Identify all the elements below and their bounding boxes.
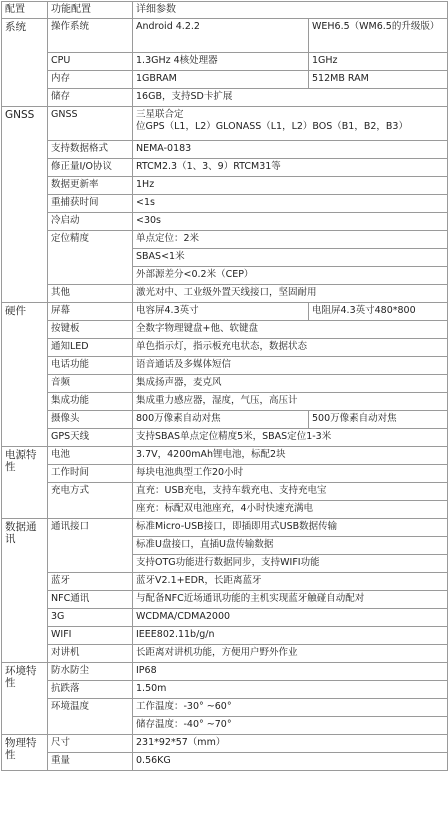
- detail-value: <30s: [133, 213, 448, 231]
- feature-name: 工作时间: [48, 465, 133, 483]
- feature-name: 重量: [48, 753, 133, 771]
- category-cell: 数据通讯: [2, 519, 48, 663]
- detail-value-alt: 电阻屏4.3英寸480*800: [309, 303, 448, 321]
- feature-name: 对讲机: [48, 645, 133, 663]
- detail-value: 全数字物理键盘+他、软键盘: [133, 321, 448, 339]
- feature-name: 修正量I/O协议: [48, 159, 133, 177]
- detail-value: 支持OTG功能进行数据同步，支持WIFI功能: [133, 555, 448, 573]
- detail-value: WCDMA/CDMA2000: [133, 609, 448, 627]
- feature-name: 音频: [48, 375, 133, 393]
- detail-value: 231*92*57（mm）: [133, 735, 448, 753]
- detail-value: 激光对中、工业级外置天线接口，坚固耐用: [133, 285, 448, 303]
- table-row: [2, 339, 448, 357]
- detail-value: 单色指示灯，指示板充电状态，数据状态: [133, 339, 448, 357]
- header-row: [2, 2, 448, 19]
- feature-name: 其他: [48, 285, 133, 303]
- feature-name: GPS天线: [48, 429, 133, 447]
- table-row: [2, 735, 448, 753]
- table-row: [2, 303, 448, 321]
- table-row: [2, 321, 448, 339]
- feature-name: 电池: [48, 447, 133, 465]
- detail-value: 蓝牙V2.1+EDR，长距离蓝牙: [133, 573, 448, 591]
- detail-value: NEMA-0183: [133, 141, 448, 159]
- table-row: [2, 159, 448, 177]
- table-row: [2, 195, 448, 213]
- table-row: [2, 393, 448, 411]
- category-cell: 物理特性: [2, 735, 48, 771]
- table-row: [2, 519, 448, 537]
- detail-value: IEEE802.11b/g/n: [133, 627, 448, 645]
- feature-name: 充电方式: [48, 483, 133, 519]
- feature-name: 支持数据格式: [48, 141, 133, 159]
- table-row: [2, 627, 448, 645]
- detail-value: 长距离对讲机功能，方便用户野外作业: [133, 645, 448, 663]
- detail-value: 电容屏4.3英寸: [133, 303, 309, 321]
- table-row: [2, 177, 448, 195]
- table-row: [2, 375, 448, 393]
- detail-value: 标准U盘接口，直插U盘传输数据: [133, 537, 448, 555]
- detail-value: 座充：标配双电池座充，4小时快速充满电: [133, 501, 448, 519]
- detail-value: <1s: [133, 195, 448, 213]
- header-detail: 详细参数: [133, 2, 448, 19]
- feature-name: WIFI: [48, 627, 133, 645]
- detail-value: 外部源差分<0.2米（CEP）: [133, 267, 448, 285]
- feature-name: 环境温度: [48, 699, 133, 735]
- table-row: [2, 107, 448, 141]
- feature-name: 抗跌落: [48, 681, 133, 699]
- header-config: 配置: [2, 2, 48, 19]
- detail-value: 800万像素自动对焦: [133, 411, 309, 429]
- feature-name: NFC通讯: [48, 591, 133, 609]
- feature-name: 通讯接口: [48, 519, 133, 573]
- category-cell: GNSS: [2, 107, 48, 303]
- detail-value: 单点定位：2米: [133, 231, 448, 249]
- category-cell: 环境特性: [2, 663, 48, 735]
- table-row: [2, 465, 448, 483]
- table-row: [2, 19, 448, 53]
- feature-name: 尺寸: [48, 735, 133, 753]
- detail-value-alt: 1GHz: [309, 53, 448, 71]
- table-row: [2, 699, 448, 717]
- detail-value: 16GB，支持SD卡扩展: [133, 89, 448, 107]
- detail-value: 1GBRAM: [133, 71, 309, 89]
- detail-value: [133, 107, 448, 141]
- feature-name: 集成功能: [48, 393, 133, 411]
- detail-value-alt: WEH6.5（WM6.5的升级版）: [309, 19, 448, 53]
- table-row: [2, 231, 448, 249]
- detail-value: IP68: [133, 663, 448, 681]
- feature-name: 储存: [48, 89, 133, 107]
- feature-name: 3G: [48, 609, 133, 627]
- detail-value: 集成扬声器，麦克风: [133, 375, 448, 393]
- detail-value: RTCM2.3（1、3、9）RTCM31等: [133, 159, 448, 177]
- feature-name: 定位精度: [48, 231, 133, 285]
- detail-value: 每块电池典型工作20小时: [133, 465, 448, 483]
- table-row: [2, 429, 448, 447]
- table-row: [2, 71, 448, 89]
- table-row: [2, 753, 448, 771]
- detail-value: 1.3GHz 4核处理器: [133, 53, 309, 71]
- category-cell: 系统: [2, 19, 48, 107]
- detail-value: 直充：USB充电，支持车载充电、支持充电宝: [133, 483, 448, 501]
- feature-name: 内存: [48, 71, 133, 89]
- feature-name: 屏幕: [48, 303, 133, 321]
- table-row: [2, 53, 448, 71]
- table-row: [2, 573, 448, 591]
- table-row: [2, 663, 448, 681]
- feature-name: 数据更新率: [48, 177, 133, 195]
- table-row: [2, 591, 448, 609]
- detail-value: 3.7V，4200mAh锂电池，标配2块: [133, 447, 448, 465]
- feature-name: 防水防尘: [48, 663, 133, 681]
- detail-line: 三星联合定: [136, 109, 184, 120]
- detail-value: 工作温度：-30° ~60°: [133, 699, 448, 717]
- table-row: [2, 411, 448, 429]
- feature-name: 通知LED: [48, 339, 133, 357]
- table-row: [2, 357, 448, 375]
- detail-value: 集成重力感应器，湿度，气压，高压计: [133, 393, 448, 411]
- feature-name: 按键板: [48, 321, 133, 339]
- feature-name: 蓝牙: [48, 573, 133, 591]
- detail-value: 储存温度：-40° ~70°: [133, 717, 448, 735]
- spec-table: [1, 1, 448, 771]
- detail-value: 标准Micro-USB接口，即插即用式USB数据传输: [133, 519, 448, 537]
- detail-value-alt: 512MB RAM: [309, 71, 448, 89]
- detail-value: 与配备NFC近场通讯功能的主机实现蓝牙触碰自动配对: [133, 591, 448, 609]
- header-feature: 功能配置: [48, 2, 133, 19]
- table-row: [2, 447, 448, 465]
- detail-line: 位GPS（L1，L2）GLONASS（L1，L2）BOS（B1，B2，B3）: [136, 121, 408, 132]
- table-row: [2, 483, 448, 501]
- table-row: [2, 609, 448, 627]
- detail-value: 1.50m: [133, 681, 448, 699]
- detail-value: 支持SBAS单点定位精度5米，SBAS定位1-3米: [133, 429, 448, 447]
- feature-name: 冷启动: [48, 213, 133, 231]
- feature-name: GNSS: [48, 107, 133, 141]
- detail-value: 语音通话及多媒体短信: [133, 357, 448, 375]
- table-row: [2, 141, 448, 159]
- feature-name: CPU: [48, 53, 133, 71]
- detail-value: Android 4.2.2: [133, 19, 309, 53]
- table-row: [2, 285, 448, 303]
- category-cell: 电源特性: [2, 447, 48, 519]
- table-row: [2, 213, 448, 231]
- feature-name: 摄像头: [48, 411, 133, 429]
- detail-value: 1Hz: [133, 177, 448, 195]
- detail-value: SBAS<1米: [133, 249, 448, 267]
- detail-value-alt: 500万像素自动对焦: [309, 411, 448, 429]
- table-row: [2, 89, 448, 107]
- category-cell: 硬件: [2, 303, 48, 447]
- feature-name: 重捕获时间: [48, 195, 133, 213]
- table-row: [2, 645, 448, 663]
- feature-name: 电话功能: [48, 357, 133, 375]
- table-row: [2, 681, 448, 699]
- feature-name: 操作系统: [48, 19, 133, 53]
- detail-value: 0.56KG: [133, 753, 448, 771]
